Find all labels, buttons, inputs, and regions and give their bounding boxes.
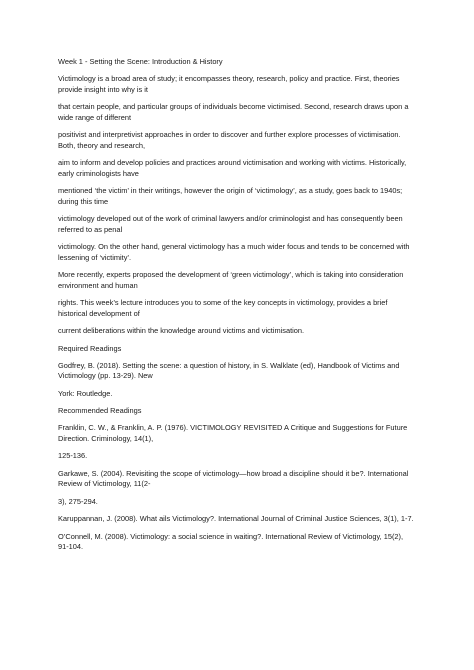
paragraph: positivist and interpretivist approaches in order to discover and further explore processes of victimisation. Both, theory and research, <box>58 130 401 150</box>
paragraph: aim to inform and develop policies and practices around victimisation and working with victims. Historically, early criminologists have <box>58 158 407 178</box>
recommended-readings-heading: Recommended Readings <box>58 406 142 415</box>
reference-item: O’Connell, M. (2008). Victimology: a social science in waiting?. International Review of Victimology, 15(2), 91-104. <box>58 531 404 551</box>
required-readings-heading: Required Readings <box>58 343 122 353</box>
document-title: Week 1 - Setting the Scene: Introduction & History <box>58 57 223 66</box>
paragraph: that certain people, and particular groups of individuals become victimised. Second, research draws upon a wide range of different <box>58 102 409 122</box>
recommended-readings-list <box>58 423 414 553</box>
paragraph: current deliberations within the knowledge around victims and victimisation. <box>58 326 305 335</box>
reference-item: 3), 275-294. <box>58 496 98 506</box>
paragraph: rights. This week’s lecture introduces you to some of the key concepts in victimology, provides a brief historical development of <box>58 298 388 318</box>
required-readings-list <box>58 361 414 400</box>
reference-item: Franklin, C. W., & Franklin, A. P. (1976). VICTIMOLOGY REVISITED A Critique and Suggestions for Future Direction. Criminology, 14(1), <box>58 423 408 443</box>
reference-item: Garkawe, S. (2004). Revisiting the scope of victimology—how broad a discipline should it be?. International Review of Victimology, 11(2- <box>58 468 409 488</box>
paragraph: victimology. On the other hand, general victimology has a much wider focus and tends to be concerned with lessening of ‘victimity’. <box>58 242 410 262</box>
paragraph: mentioned ‘the victim’ in their writings, however the origin of ‘victimology’, as a study, goes back to 1940s; during this time <box>58 186 403 206</box>
reference-item: Godfrey, B. (2018). Setting the scene: a question of history, in S. Walklate (ed), Handbook of Victims and Victimology (pp. 13-29). New <box>58 360 400 380</box>
paragraph: victimology developed out of the work of criminal lawyers and/or criminologist and has consequently been referred to as penal <box>58 214 403 234</box>
paragraph: More recently, experts proposed the development of ‘green victimology’, which is taking into consideration environment and human <box>58 270 404 290</box>
reference-item: York: Routledge. <box>58 388 113 398</box>
reference-item: Karuppannan, J. (2008). What ails Victimology?. International Journal of Criminal Justice Sciences, 3(1), 1-7. <box>58 514 414 523</box>
reference-item: 125-136. <box>58 451 88 460</box>
paragraph: Victimology is a broad area of study; it encompasses theory, research, policy and practice. First, theories provide insight into why is it <box>58 74 400 94</box>
intro-section <box>58 74 414 337</box>
